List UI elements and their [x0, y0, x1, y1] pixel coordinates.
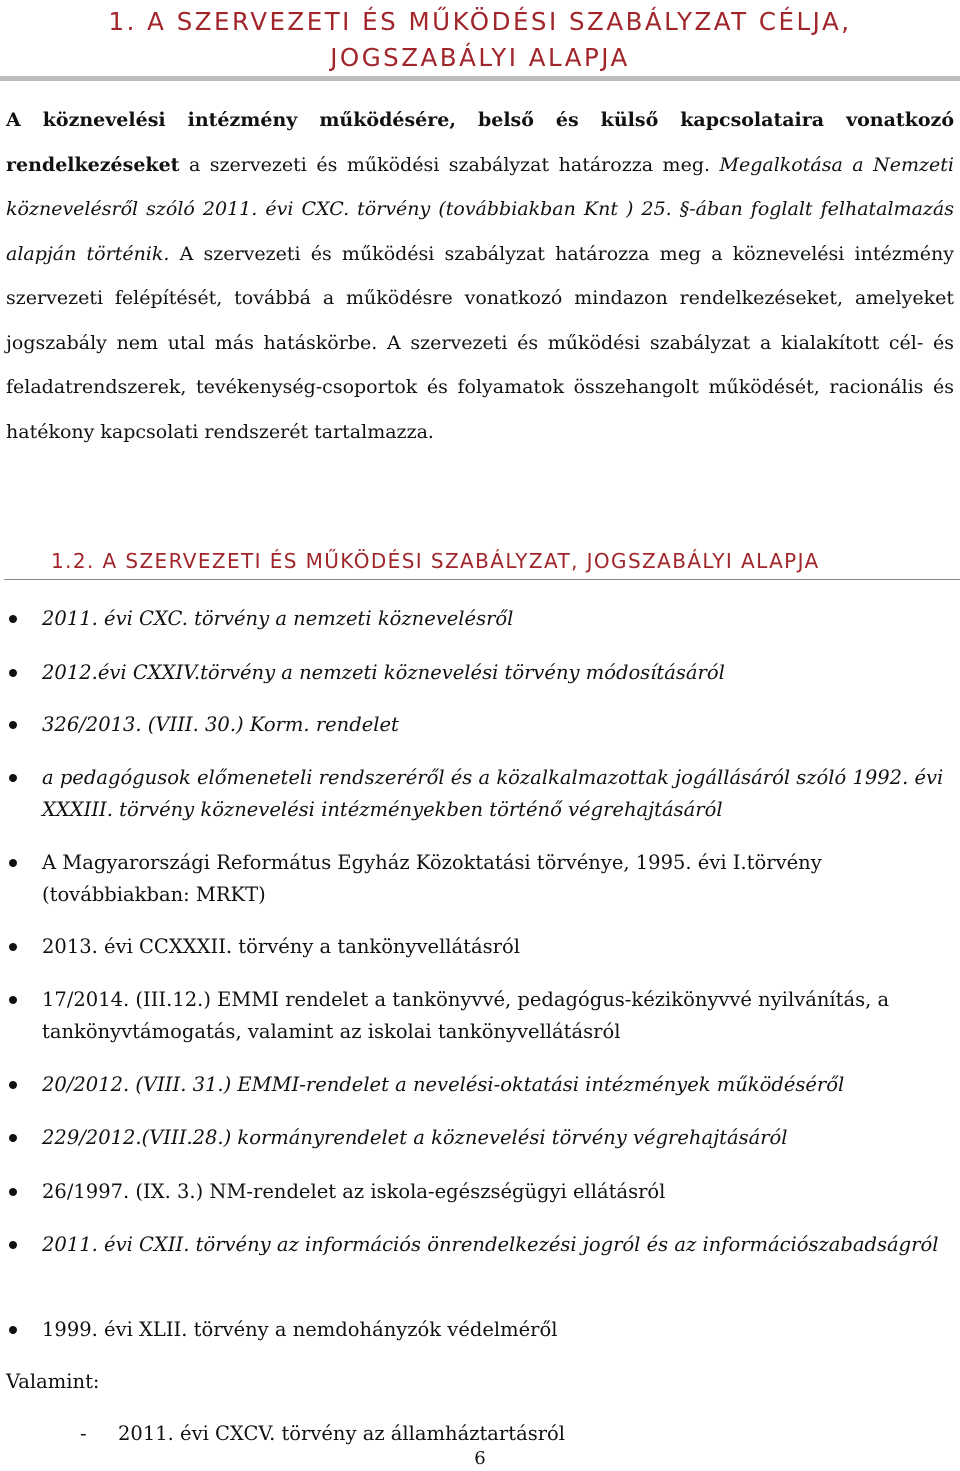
section-heading: [0, 4, 960, 76]
heading-divider: [0, 76, 960, 81]
bullet-icon: [9, 774, 17, 782]
bullet-icon: [9, 1326, 17, 1334]
list-item-text: [42, 847, 947, 911]
list-item-italic: 2011. évi CXII. törvény az információs önrendelkezési jogról és az információszabadságról: [42, 1233, 939, 1256]
page-number: 6: [474, 1448, 486, 1469]
list-item-text: [42, 1069, 947, 1101]
list-item-plain: 17/2014. (III.12.) EMMI rendelet a tankönyvvé, pedagógus-kézikönyvvé nyilvánítás, a tankönyvtámogatás, valamint az iskolai tankönyvellátásról: [42, 988, 890, 1043]
intro-text-2: A szervezeti és működési szabályzat határozza meg a köznevelési intézmény szervezeti felépítését, továbbá a működésre vonatkozó mindazon rendelkezéseket, amelyeket jogszabály nem utal más hatáskörbe. A szervezeti és működési szabályzat a kialakított cél- és feladatrendszerek, tevékenység-csoportok és folyamatok összehangolt működését, racionális és hatékony kapcsolati rendszerét tartalmazza.: [6, 242, 954, 443]
list-item-text: [42, 931, 947, 963]
list-item-text: [42, 603, 947, 635]
list-item-italic: 229/2012.(VIII.28.) kormányrendelet a köznevelési törvény végrehajtásáról: [42, 1126, 788, 1149]
list-item-italic: 2011. évi CXC. törvény a nemzeti köznevelésről: [42, 607, 514, 630]
valamint-label: Valamint:: [6, 1370, 100, 1393]
list-item-text: [42, 709, 947, 741]
subsection-heading: 1.2. A SZERVEZETI ÉS MŰKÖDÉSI SZABÁLYZAT, JOGSZABÁLYI ALAPJA: [51, 549, 820, 573]
list-item-italic: 2012.évi CXXIV.törvény a nemzeti köznevelési törvény módosításáról: [42, 661, 725, 684]
bullet-icon: [9, 721, 17, 729]
list-item-text: [42, 984, 947, 1048]
bullet-icon: [9, 1241, 17, 1249]
intro-italic-text: Megalkotása a Nemzeti köznevelésről szóló 2011. évi CXC. törvény (továbbiakban Knt ) 25. §-ában foglalt felhatalmazás alapján történik.: [6, 153, 954, 265]
bullet-icon: [9, 996, 17, 1004]
intro-paragraph: [6, 98, 954, 454]
bullet-icon: [9, 1134, 17, 1142]
list-item-plain: 2013. évi CCXXXII. törvény a tankönyvellátásról: [42, 935, 520, 958]
list-item-italic: 326/2013. (VIII. 30.) Korm. rendelet: [42, 713, 399, 736]
list-item-plain: 26/1997. (IX. 3.) NM-rendelet az iskola-egészségügyi ellátásról: [42, 1180, 666, 1203]
bullet-icon: [9, 615, 17, 623]
list-item-text: [42, 1176, 947, 1208]
section-heading-line-1: 1. A SZERVEZETI ÉS MŰKÖDÉSI SZABÁLYZAT CÉLJA,: [108, 7, 852, 36]
bullet-icon: [9, 859, 17, 867]
intro-text-1: a szervezeti és működési szabályzat határozza meg.: [179, 153, 720, 176]
bullet-icon: [9, 1081, 17, 1089]
list-item-text: [42, 1122, 947, 1154]
list-item-text: [42, 762, 947, 826]
list-item-italic: 20/2012. (VIII. 31.) EMMI-rendelet a nevelési-oktatási intézmények működéséről: [42, 1073, 845, 1096]
subsection-divider: [4, 579, 960, 580]
section-heading-line-2: JOGSZABÁLYI ALAPJA: [330, 43, 630, 72]
dash-item-text: 2011. évi CXCV. törvény az államháztartásról: [118, 1422, 566, 1445]
bullet-icon: [9, 669, 17, 677]
list-item-text: [42, 1229, 947, 1261]
bullet-icon: [9, 1188, 17, 1196]
dash-marker: -: [80, 1422, 87, 1445]
list-item-plain: A Magyarországi Református Egyház Közoktatási törvénye, 1995. évi I.törvény (továbbiakban: MRKT): [42, 851, 822, 906]
list-item-italic: a pedagógusok előmeneteli rendszeréről és a közalkalmazottak jogállásáról szóló 1992. évi XXXIII. törvény köznevelési intézményekben történő végrehajtásáról: [42, 766, 944, 821]
list-item-text: [42, 657, 947, 689]
list-item-plain: 1999. évi XLII. törvény a nemdohányzók védelméről: [42, 1318, 558, 1341]
list-item-text: [42, 1314, 947, 1346]
intro-bold-text: A köznevelési intézmény működésére, belső és külső kapcsolataira vonatkozó rendelkezéseket: [6, 109, 954, 176]
bullet-icon: [9, 943, 17, 951]
